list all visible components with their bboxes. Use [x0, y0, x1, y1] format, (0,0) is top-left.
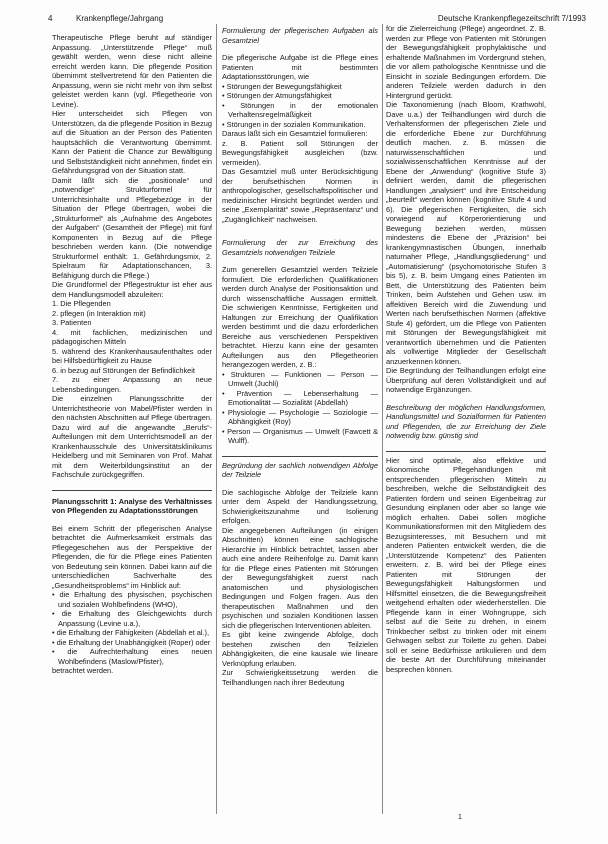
paragraph: Die Grundformel der Pflegestruktur ist eher aus dem Handlungsmodell abzuleiten: — [52, 280, 212, 299]
paragraph: Daraus läßt sich ein Gesamtziel formulieren: — [222, 129, 368, 138]
bullet-item: • die Erhaltung des physischen, psychischen und sozialen Wohlbefindens (WHO), — [52, 590, 212, 609]
paragraph: Die angegebenen Aufteilungen (in einigen Abschnitten) können eine sachlogische Hierarchie im Hinblick betrachtet, lassen aber auch eine andere Reihenfolge zu. Damit kann für die Pflege eines Patienten mit Störungen der Bewegungsfähigkeit zuerst nach anatomischen und physiologischen Bedingungen und Folgen fragen. Aus den therapeutischen Maßnahmen und den psychischen und sozialen Konditionen lassen sich die pflegerischen Interventionen ableiten. — [222, 525, 378, 630]
italic-heading: Beschreibung der möglichen Handlungsformen, Handlungsmittel und Sozialformen für Patienten und Pflegenden, die zur Erreichung der Ziele notwendig bzw. günstig sind — [386, 402, 546, 440]
header-journal-left: Krankenpflege/Jahrgang — [76, 14, 164, 23]
italic-heading: Formulierung der pflegerischen Aufgaben als Gesamtziel — [222, 26, 378, 45]
text-column-3 — [386, 24, 546, 674]
paragraph: Die Begründung der Teilhandlungen erfolgt eine Überprüfung auf deren Vollständigkeit und auf notwendige Ergänzungen. — [386, 366, 546, 394]
bullet-item: • Person — Organismus — Umwelt (Fawcett & Wulff). — [222, 426, 378, 445]
paragraph: Therapeutische Pflege beruht auf ständiger Anpassung. „Unterstützende Pflege“ muß gewählt werden, wenn diese nicht alleine erreicht werden kann. Die pflegende Position übernimmt stellvertretend für den Patienten die Anpassung, wenn sie nicht mehr von ihm selbst geleistet werden kann (vgl. Pflegetheorie von Levine). — [52, 33, 212, 109]
section-heading: Planungsschritt 1: Analyse des Verhältnisses von Pflegenden zu Adaptationsstörungen — [52, 496, 212, 515]
paragraph: Das Gesamtziel muß unter Berücksichtigung der berufsethischen Normen in anthropologischer, gesellschaftspolitischer und medizinischer Hinsicht begründet werden und seine „Exemplarität“ sowie „Repräsentanz“ und „Zugänglichkeit“ nachweisen. — [222, 167, 378, 224]
bullet-item: • Störungen der Atmungsfähigkeit — [222, 91, 332, 100]
bullet-item: • die Erhaltung der Unabhängigkeit (Roper) oder — [52, 637, 211, 647]
bullet-item: • die Erhaltung des Gleichgewichts durch Anpassung (Levine u.a.), — [52, 609, 212, 628]
paragraph: für die Zielerreichung (Pflege) angeordnet. Z. B. werden zur Pflege von Patienten mit Störungen der Bewegungsfähigkeit prophylaktische und erhaltende Maßnahmen im Vordergrund stehen, die vor allem pathologische Kenntnisse und die Einsicht in soziale Bedingungen erfordern. Die anderen Teilziele werden dadurch in den Hintergrund gerückt. — [386, 24, 546, 100]
paragraph: Bei einem Schritt der pflegerischen Analyse betrachtet die Aufmerksamkeit erstmals das Pflegegeschehen aus der Perspektive der Pflegenden, die für die Pflege eines Patienten von Bedeutung sein können. Dabei kann auf die unterschiedlichen Sachverhalte des „Gesundheitsproblems“ im Hinblick auf: — [52, 523, 212, 590]
list-item: 7. zu einer Anpassung an neue Lebensbedingungen. — [52, 375, 212, 394]
paragraph: z. B. Patient soll Störungen der Bewegungsfähigkeit ausgleichen (bzw. vermeiden). — [222, 138, 378, 167]
list-item: 1. Die Pflegenden — [52, 299, 111, 308]
paragraph: Zur Schwierigkeitssetzung werden die Teilhandlungen nach ihrer Bedeutung — [222, 668, 378, 687]
bullet-item: • Strukturen — Funktionen — Person — Umwelt (Juchli) — [222, 369, 378, 388]
paragraph: Es gibt keine zwingende Abfolge, doch bestehen zwischen den Teilzielen Abhängigkeiten, die eine kausale wie lineare Verknüpfung erlauben. — [222, 630, 378, 668]
paragraph: Die pflegerische Aufgabe ist die Pflege eines Patienten mit bestimmten Adaptationsstörungen, wie — [222, 53, 378, 81]
paragraph: Die einzelnen Planungsschritte der Unterrichtstheorie von Mabel/Pfister werden in den nächsten Abschnitten auf Pflege übertragen. Dazu wird auf die angewandte „Berufs“-Aufteilungen mit dem Unterrichtsmodell an der Krankenhausschule des Universitätsklinikums Heidelberg und mit Seminaren von Prof. Mahat mit dem Weiterbildungsinstitut an der Fachschule zurückgegriffen. — [52, 394, 212, 479]
bullet-item: • Störungen in der sozialen Kommunikation. — [222, 119, 366, 129]
header-journal-right: Deutsche Krankenpflegezeitschrift 7/1993 — [437, 14, 586, 23]
column-divider-2 — [382, 24, 383, 814]
bullet-item: • die Aufrechterhaltung eines neuen Wohlbefindens (Maslow/Pfister), — [52, 647, 212, 666]
paragraph: Die Taxonomierung (nach Bloom, Krathwohl, Dave u.a.) der Teilhandlungen wird durch die Verhaltensformen der pflegerischen Ziele und die erforderliche Ebene zur Durchführung deutlich machen. z. B. müssen die naturwissenschaftlichen und sozialwissenschaftlichen Kenntnisse auf der Ebene der „Anwendung“ (kognitive Stufe 3) definiert werden, damit die pflegerischen Handlungen „analysiert“ und ihre Entscheidung „beurteilt“ werden können (kognitive Stufe 4 und 6). Die pflegerischen Fertigkeiten, die sich vorwiegend auf Körperorientierung und Bewegung beziehen werden, müssen mindestens die Ebene der „Präzision“ bei krankengymnastischen Übungen, innerhalb naturnaher Pflege, „Handlungsgliederung“ und „Automatisierung“ (psychomotorische Stufen 3 bis 5), z. B. beim Umgang eines Patienten im Bett, die Unterstützung des Patienten beim Trinken, beim Aufstehen und Gehen usw. im affektiven Bereich wird die Zuwendung und Werten nach berufsethischen Normen (affektive Stufe 4) gefördert, um die Pflege von Patienten mit Störungen der Bewegungsfähigkeit mit verantwortlich übernehmen und die Patienten als vollwertige Mitglieder der Gesellschaft anzuerkennen können. — [386, 100, 546, 366]
italic-heading: Formulierung der zur Erreichung des Gesamtziels notwendigen Teilziele — [222, 238, 378, 257]
section-rule — [222, 456, 378, 457]
column-divider-1 — [216, 24, 217, 814]
paragraph: Die sachlogische Abfolge der Teilziele kann unter dem Aspekt der Handlungssetzung, Schwierigkeitszunahme und Isolierung erfolgen. — [222, 487, 378, 525]
paragraph: betrachtet werden. — [52, 666, 114, 675]
bullet-item: • die Erhaltung der Fähigkeiten (Abdellah et al.), — [52, 628, 210, 637]
text-column-1 — [52, 33, 212, 676]
italic-heading: Begründung der sachlich notwendigen Abfolge der Teilziele — [222, 460, 378, 479]
page-footer-mark: 1 — [458, 814, 462, 821]
paragraph: Zum generellen Gesamtziel werden Teilziele formuliert. Die erforderlichen Qualifikationen werden durch Analyse der Positionsaktion und durch wissenschaftliche Aussagen ermittelt. Die schwierigen Kenntnisse, Fertigkeiten und Haltungen zur Erreichung der Qualifikation werden bestimmt und die dazu erforderlichen Bereiche aus verschiedenen Perspektiven betrachtet. Hierzu kann eine der gesamten Aufteilungen aus den Pflegetheorien herangezogen werden, z. B.: — [222, 265, 378, 369]
text-column-2 — [222, 26, 378, 687]
list-item: 5. während des Krankenhausaufenthaltes oder bei Hilfsbedürftigkeit zu Hause — [52, 346, 212, 365]
section-rule — [386, 451, 546, 452]
paragraph: Hier unterscheidet sich Pflegen von Unterstützen, da die pflegende Position in Bezug auf die Situation an der Person des Patienten hauptsächlich die Verantwortung übernimmt. Kann der Patient die Chance zur Bewältigung und Selbstständigkeit nicht annehmen, findet ein Gefährdungsgrad von der Situation statt. — [52, 109, 212, 175]
bullet-item: • Störungen der Bewegungsfähigkeit — [222, 81, 342, 91]
bullet-item: • Physiologie — Psychologie — Soziologie — Abhängigkeit (Roy) — [222, 407, 378, 426]
list-item: 6. in bezug auf Störungen der Befindlichkeit — [52, 365, 195, 375]
section-rule — [52, 490, 212, 491]
list-item: 3. Patienten — [52, 318, 92, 327]
list-item: 4. mit fachlichen, medizinischen und pädagogischen Mitteln — [52, 327, 212, 346]
bullet-item: • Störungen in der emotionalen Verhaltensregelmäßigkeit — [222, 100, 378, 119]
paragraph: Damit läßt sich die „positionale“ und „notwendige“ Strukturformel für Unterrichtsinhalte und Pflegebezüge in der Situation der Pflege übertragen, wobei die „Strukturformel“ als „Aufnahme des Angebotes der Aufgaben“ (Gesamtheit der Pflege) mit fünf Komponenten in Bezug auf die Pflege beschrieben werden kann. (Die notwendige Strukturformel enthält: 1. Gefährdungsmix, 2. Spielraum für Adaptationschancen, 3. Befähigung durch die Pflege.) — [52, 175, 212, 280]
list-item: 2. pflegen (in Interaktion mit) — [52, 308, 146, 318]
bullet-item: • Prävention — Lebenserhaltung — Emotionalität — Sozialität (Abdellah) — [222, 388, 378, 407]
header-page-number: 4 — [48, 14, 53, 23]
paragraph: Hier sind optimale, also effektive und ökonomische Pflegehandlungen mit entsprechenden pflegerischen Mitteln zu beschreiben, welche die Selbständigkeit des Patienten fördern und seinen Eigenbeitrag zur Gesundung einplanen oder aber so lange wie möglich erhalten. Dabei sollen mögliche Kommunikationsformen mit den Mitgliedern des Bezugsinteresses, mit Besuchern und mit anderen Patienten entwickelt werden, die die „Unterstützende Kompetenz“ des Patienten erweitern. z. B. wird bei der Pflege eines Patienten mit Störungen der Bewegungsfähigkeit Haltungsformen und Hilfsmittel einsetzen, die die Bewegungsfreiheit weitgehend erhalten oder wiederherstellen. Die Pflegende kann in einer Wohngruppe, sich selbst auf die Seite zu drehen, in einem Trinkbecher selbst zu trinken oder mit einem Gehwagen selbst zur Toilette zu gehen. Dabei soll er seine Bedürfnisse artikulieren und dem die beste Art der Durchführung miteinander besprechen können. — [386, 455, 546, 674]
